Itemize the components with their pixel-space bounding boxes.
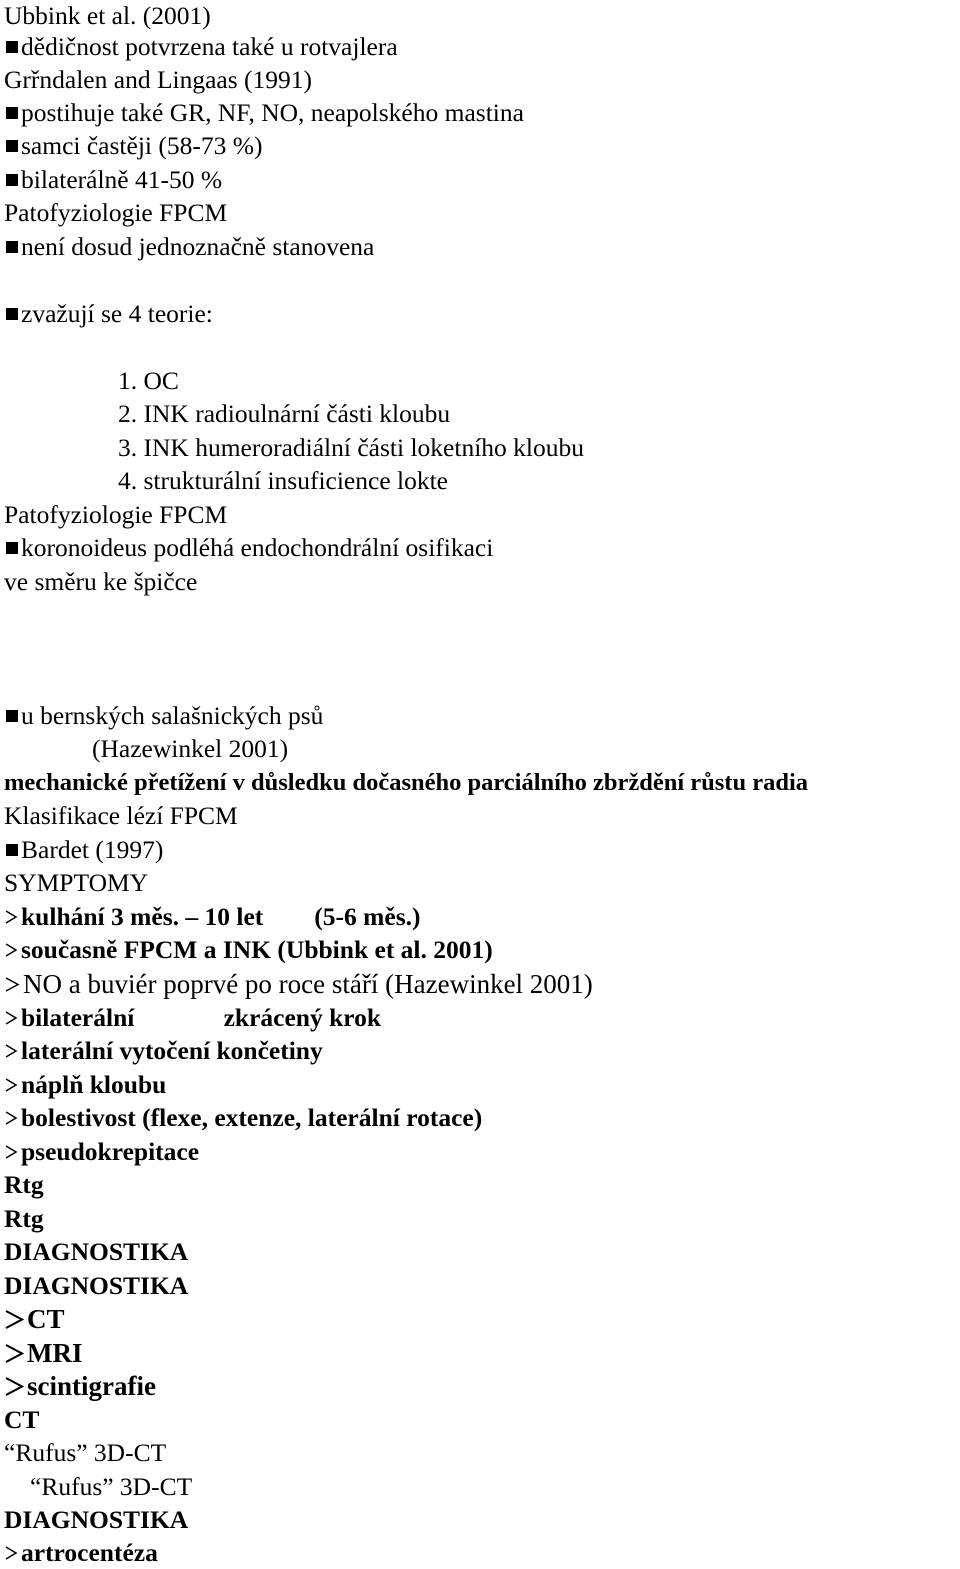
line-text: 2. INK radioulnární části kloubu: [118, 399, 451, 428]
bullet-line: [4, 31, 398, 63]
line-text: dědičnost potvrzena také u rotvajlera: [21, 32, 398, 61]
arrow-bullet-icon: [5, 977, 20, 992]
square-bullet-icon: [6, 308, 18, 320]
arrow-line: [4, 901, 420, 933]
arrow-line: [4, 934, 493, 966]
section-heading: [4, 499, 227, 531]
section-heading: [4, 1404, 39, 1436]
line-text: bilaterálně 41-50 %: [21, 165, 223, 194]
line-text: Patofyziologie FPCM: [4, 198, 228, 227]
square-bullet-icon: [6, 241, 18, 253]
line-text: u bernských salašnických psů: [21, 701, 324, 730]
line-text: SYMPTOMY: [4, 868, 149, 897]
line-text: kulhání 3 měs. – 10 let (5-6 měs.): [21, 902, 421, 931]
line-text: Ubbink et al. (2001): [4, 1, 211, 30]
square-bullet-icon: [6, 41, 18, 53]
arrow-bullet-icon: [5, 1145, 18, 1159]
line-text: bolestivost (flexe, extenze, laterální rotace): [21, 1103, 483, 1132]
arrow-bullet-icon: [5, 943, 18, 957]
bullet-line: [4, 700, 323, 732]
section-heading: [4, 1270, 188, 1302]
section-heading: [4, 800, 238, 832]
arrow-line: [4, 1035, 323, 1067]
arrow-line: [4, 1303, 65, 1335]
line-text: DIAGNOSTIKA: [4, 1237, 189, 1266]
line-text: mechanické přetížení v důsledku dočasného parciálního zbrždění růstu radia: [4, 769, 809, 796]
line-text: DIAGNOSTIKA: [4, 1505, 189, 1534]
bullet-line: [4, 532, 493, 564]
line-text: scintigrafie: [27, 1371, 156, 1401]
text-line: [4, 0, 211, 32]
line-text: náplň kloubu: [21, 1070, 167, 1099]
arrow-bullet-icon: [5, 910, 18, 924]
numbered-item: [118, 432, 584, 464]
arrow-bullet-icon: [5, 1310, 24, 1329]
square-bullet-icon: [6, 710, 18, 722]
line-text: pseudokrepitace: [21, 1137, 200, 1166]
section-heading: [4, 197, 227, 229]
section-heading: [4, 867, 148, 899]
text-line: [4, 566, 197, 598]
arrow-line: [4, 1136, 199, 1168]
square-bullet-icon: [6, 174, 18, 186]
arrow-bullet-icon: [5, 1344, 24, 1363]
arrow-bullet-icon: [5, 1044, 18, 1058]
arrow-bullet-icon: [5, 1377, 24, 1396]
text-line: [4, 1437, 166, 1469]
line-text: Patofyziologie FPCM: [4, 500, 228, 529]
line-text: samci častěji (58-73 %): [21, 131, 263, 160]
line-text: Klasifikace lézí FPCM: [4, 801, 238, 830]
numbered-item: [118, 465, 448, 497]
arrow-bullet-icon: [5, 1078, 18, 1092]
arrow-line: [4, 1537, 158, 1569]
line-text: CT: [4, 1405, 40, 1434]
line-text: DIAGNOSTIKA: [4, 1271, 189, 1300]
arrow-line: [4, 968, 593, 1000]
line-text: bilaterální zkrácený krok: [21, 1003, 382, 1032]
line-text: Rtg: [4, 1170, 44, 1199]
line-text: CT: [27, 1304, 65, 1334]
line-text: koronoideus podléhá endochondrální osifikaci: [21, 533, 494, 562]
text-line: [92, 733, 288, 765]
square-bullet-icon: [6, 107, 18, 119]
arrow-line: [4, 1002, 381, 1034]
line-text: Bardet (1997): [21, 835, 164, 864]
bullet-line: [4, 164, 222, 196]
line-text: 3. INK humeroradiální části loketního kloubu: [118, 433, 584, 462]
line-text: “Rufus” 3D-CT: [30, 1472, 193, 1501]
bullet-line: [4, 231, 374, 263]
arrow-bullet-icon: [5, 1011, 18, 1025]
text-line: [30, 1471, 192, 1503]
section-heading: [4, 1169, 44, 1201]
line-text: Grřndalen and Lingaas (1991): [4, 65, 313, 94]
line-text: 1. OC: [118, 366, 179, 395]
bullet-line: [4, 130, 262, 162]
arrow-bullet-icon: [5, 1546, 18, 1560]
section-heading: [4, 1236, 188, 1268]
square-bullet-icon: [6, 844, 18, 856]
square-bullet-icon: [6, 542, 18, 554]
arrow-line: [4, 1337, 83, 1369]
bullet-line: [4, 97, 524, 129]
line-text: postihuje také GR, NF, NO, neapolského mastina: [21, 98, 524, 127]
numbered-item: [118, 365, 179, 397]
line-text: (Hazewinkel 2001): [92, 734, 289, 763]
text-line: [4, 64, 312, 96]
numbered-item: [118, 398, 450, 430]
line-text: “Rufus” 3D-CT: [4, 1438, 167, 1467]
arrow-line: [4, 1102, 482, 1134]
text-line: [4, 767, 808, 799]
line-text: laterální vytočení končetiny: [21, 1036, 323, 1065]
section-heading: [4, 1504, 188, 1536]
line-text: NO a buviér poprvé po roce stáří (Hazewinkel 2001): [23, 969, 593, 999]
line-text: MRI: [27, 1338, 83, 1368]
line-text: artrocentéza: [21, 1538, 158, 1567]
arrow-line: [4, 1370, 156, 1402]
line-text: ve směru ke špičce: [4, 567, 198, 596]
line-text: zvažují se 4 teorie:: [21, 299, 213, 328]
square-bullet-icon: [6, 140, 18, 152]
line-text: Rtg: [4, 1204, 44, 1233]
line-text: 4. strukturální insuficience lokte: [118, 466, 448, 495]
section-heading: [4, 1203, 44, 1235]
bullet-line: [4, 834, 163, 866]
bullet-line: [4, 298, 213, 330]
line-text: není dosud jednoznačně stanovena: [21, 232, 375, 261]
arrow-bullet-icon: [5, 1111, 18, 1125]
arrow-line: [4, 1069, 166, 1101]
line-text: současně FPCM a INK (Ubbink et al. 2001): [21, 935, 493, 964]
